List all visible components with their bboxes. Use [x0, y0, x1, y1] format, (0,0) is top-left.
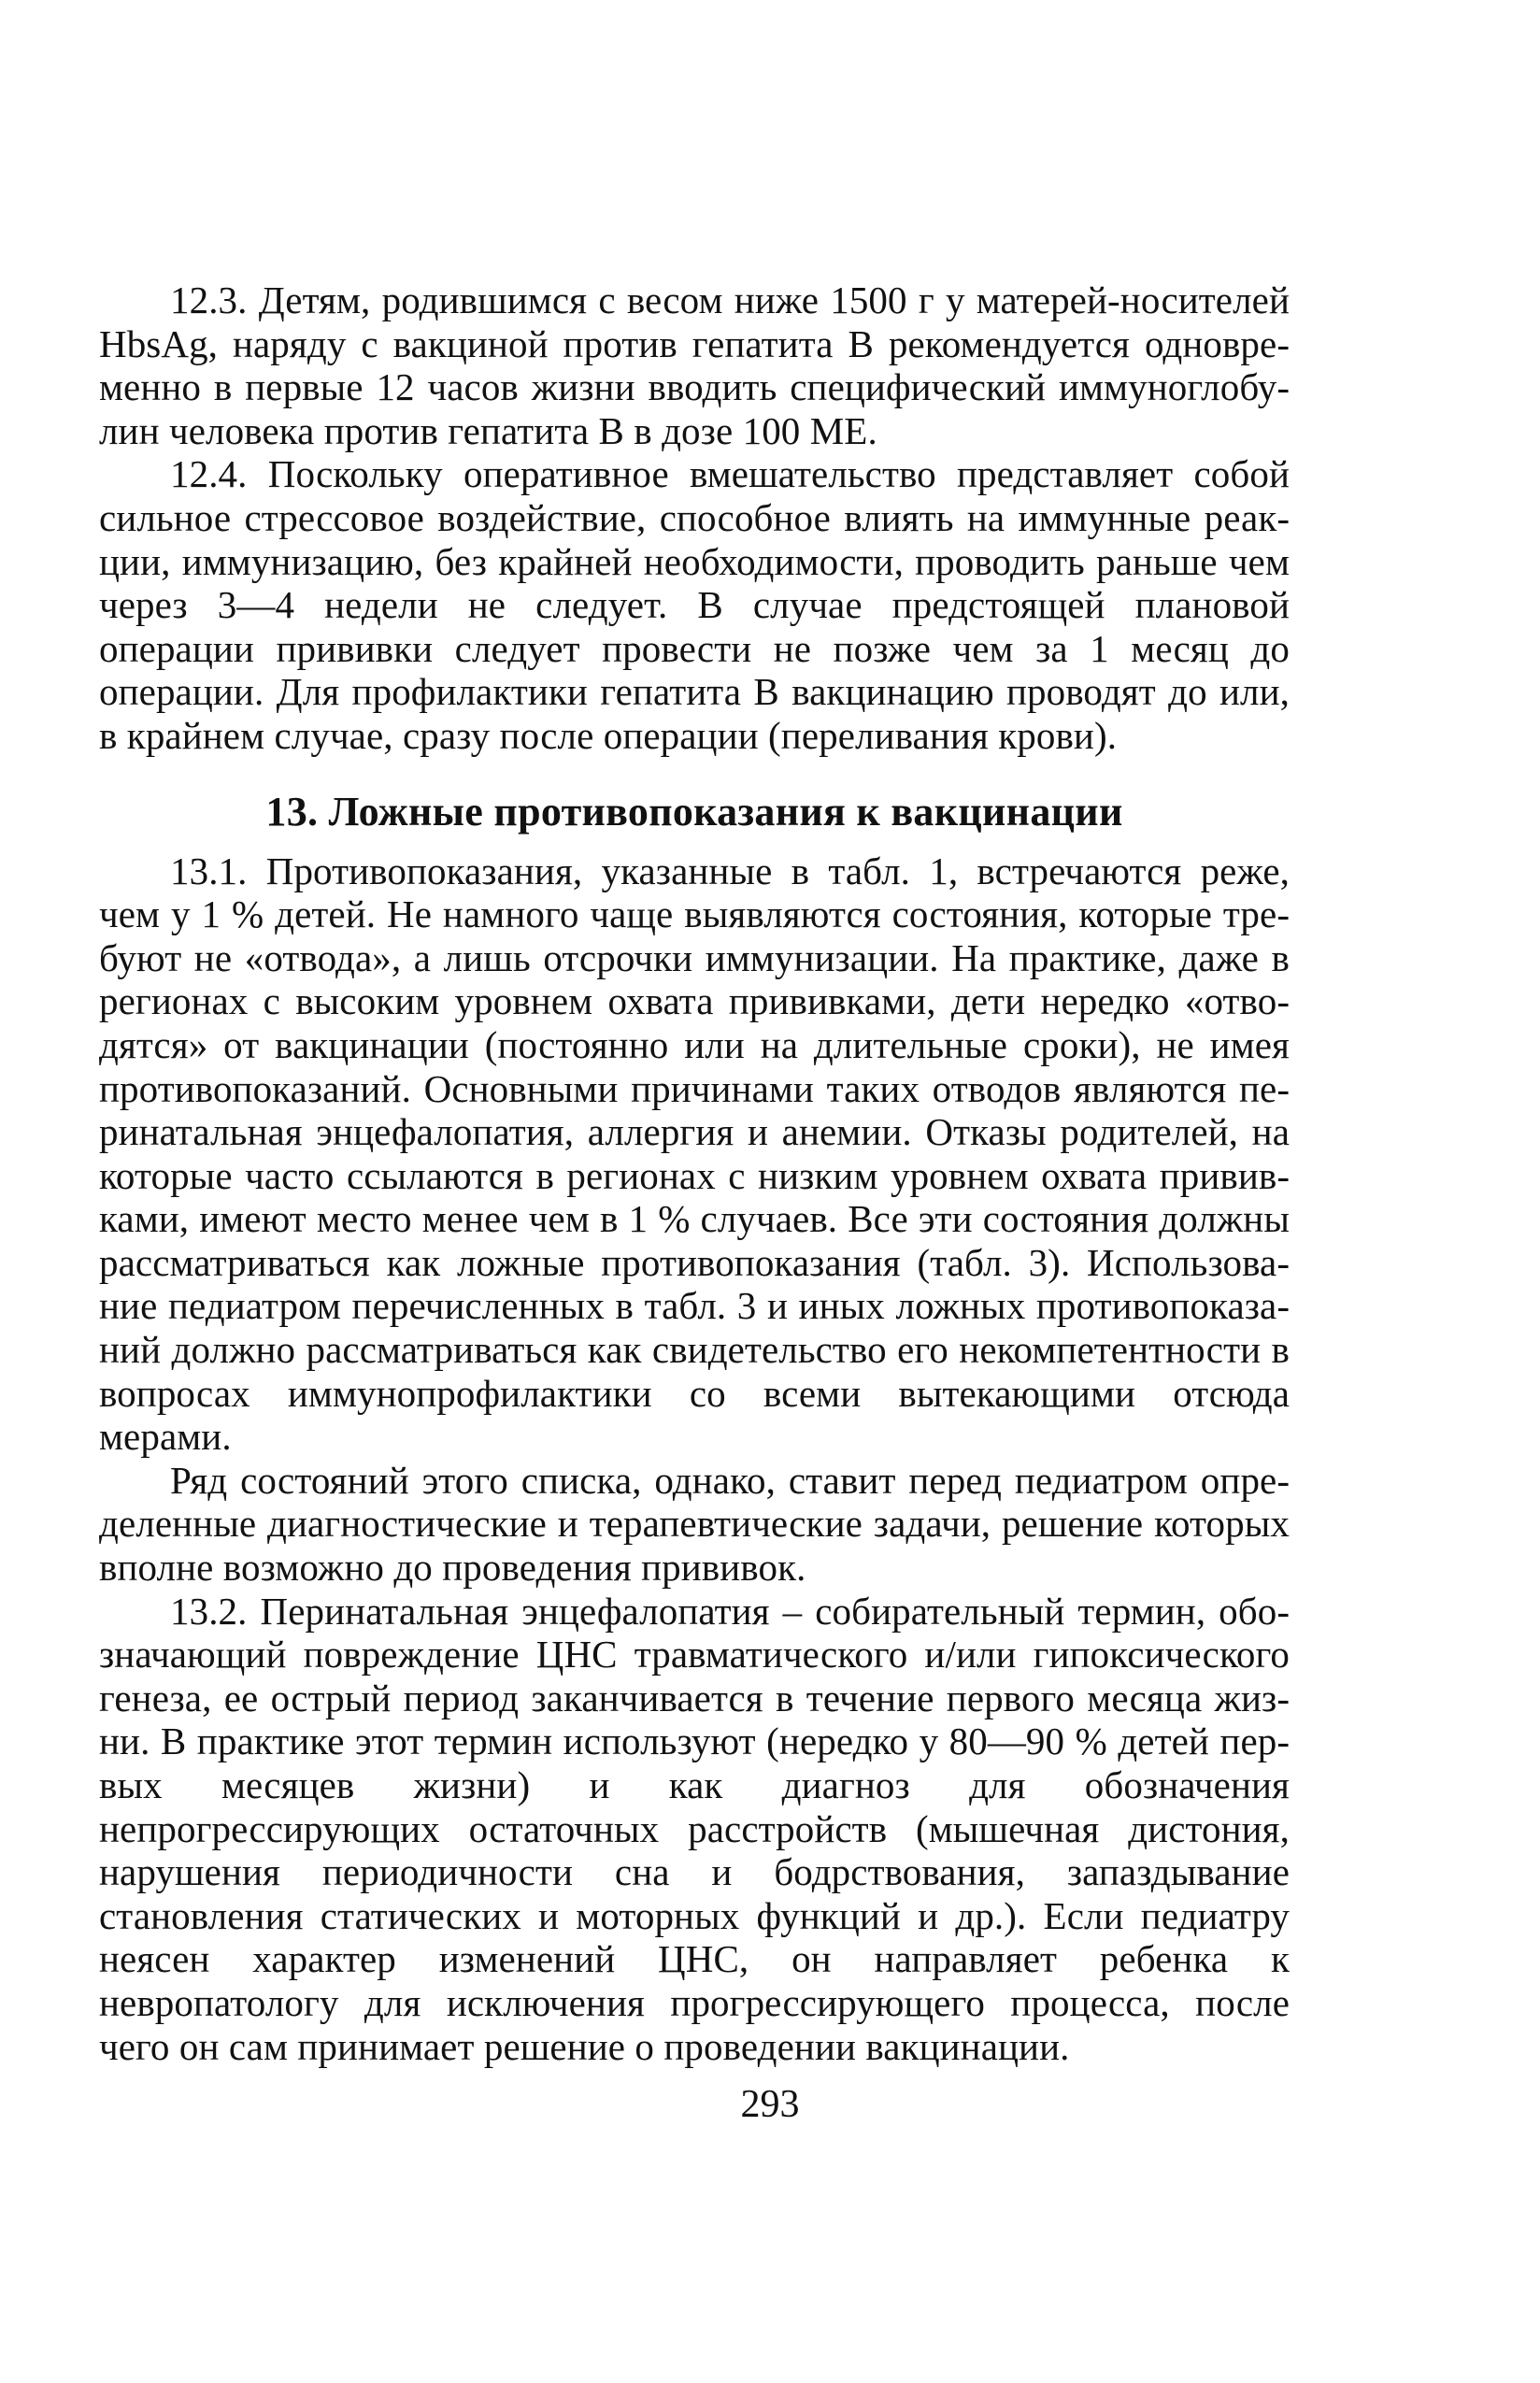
section-heading: 13. Ложные противопоказания к вакцинации	[265, 788, 1123, 835]
paragraph-12-3: 12.3. Детям, родившимся с весом ниже 1500 г у матерей-носителей HbsAg, наряду с вакциной против гепатита В рекомендуется одновременно в первые 12 часов жизни вводить специфический иммуноглобулин человека против гепатита В в дозе 100 МЕ.	[99, 278, 1290, 452]
paragraph-13-1: 13.1. Противопоказания, указанные в табл. 1, встречаются реже, чем у 1 % детей. Не намного чаще выявляются состояния, которые требуют не «отвода», а лишь отсрочки иммунизации. На практике, даже в регионах с высоким уровнем охвата прививками, дети нередко «отводятся» от вакцинации (постоянно или на длительные сроки), не имея противопоказаний. Основными причинами таких отводов являются перинатальная энцефалопатия, аллергия и анемии. Отказы родителей, на которые часто ссылаются в регионах с низким уровнем охвата прививками, имеют место менее чем в 1 % случаев. Все эти состояния должны рассматриваться как ложные противопоказания (табл. 3). Использование педиатром перечисленных в табл. 3 и иных ложных противопоказаний должно рассматриваться как свидетельство его некомпетентности в вопросах иммунопрофилактики со всеми вытекающими отсюда мерами.	[99, 849, 1290, 1459]
page-body	[99, 278, 1290, 2068]
page-number: 293	[740, 2083, 800, 2126]
paragraph-12-4: 12.4. Поскольку оперативное вмешательство представляет собой сильное стрессовое воздействие, способное влиять на иммунные реакции, иммунизацию, без крайней необходимости, проводить раньше чем через 3—4 недели не следует. В случае предстоящей плановой операции прививки следует провести не позже чем за 1 месяц до операции. Для профилактики гепатита В вакцинацию проводят до или, в крайнем случае, сразу после операции (переливания крови).	[99, 452, 1290, 757]
paragraph-13-1-continued: Ряд состояний этого списка, однако, ставит перед педиатром определенные диагностические и терапевтические задачи, решение которых вполне возможно до проведения прививок.	[99, 1458, 1290, 1590]
paragraph-13-2: 13.2. Перинатальная энцефалопатия – собирательный термин, обозначающий повреждение ЦНС травматического и/или гипоксического генеза, ее острый период заканчивается в течение первого месяца жизни. В практике этот термин используют (нередко у 80—90 % детей первых месяцев жизни) и как диагноз для обозначения непрогрессирующих остаточных расстройств (мышечная дистония, нарушения периодичности сна и бодрствования, запаздывание становления статических и моторных функций и др.). Если педиатру неясен характер изменений ЦНС, он направляет ребенка к невропатологу для исключения прогрессирующего процесса, после чего он сам принимает решение о проведении вакцинации.	[99, 1589, 1290, 2068]
